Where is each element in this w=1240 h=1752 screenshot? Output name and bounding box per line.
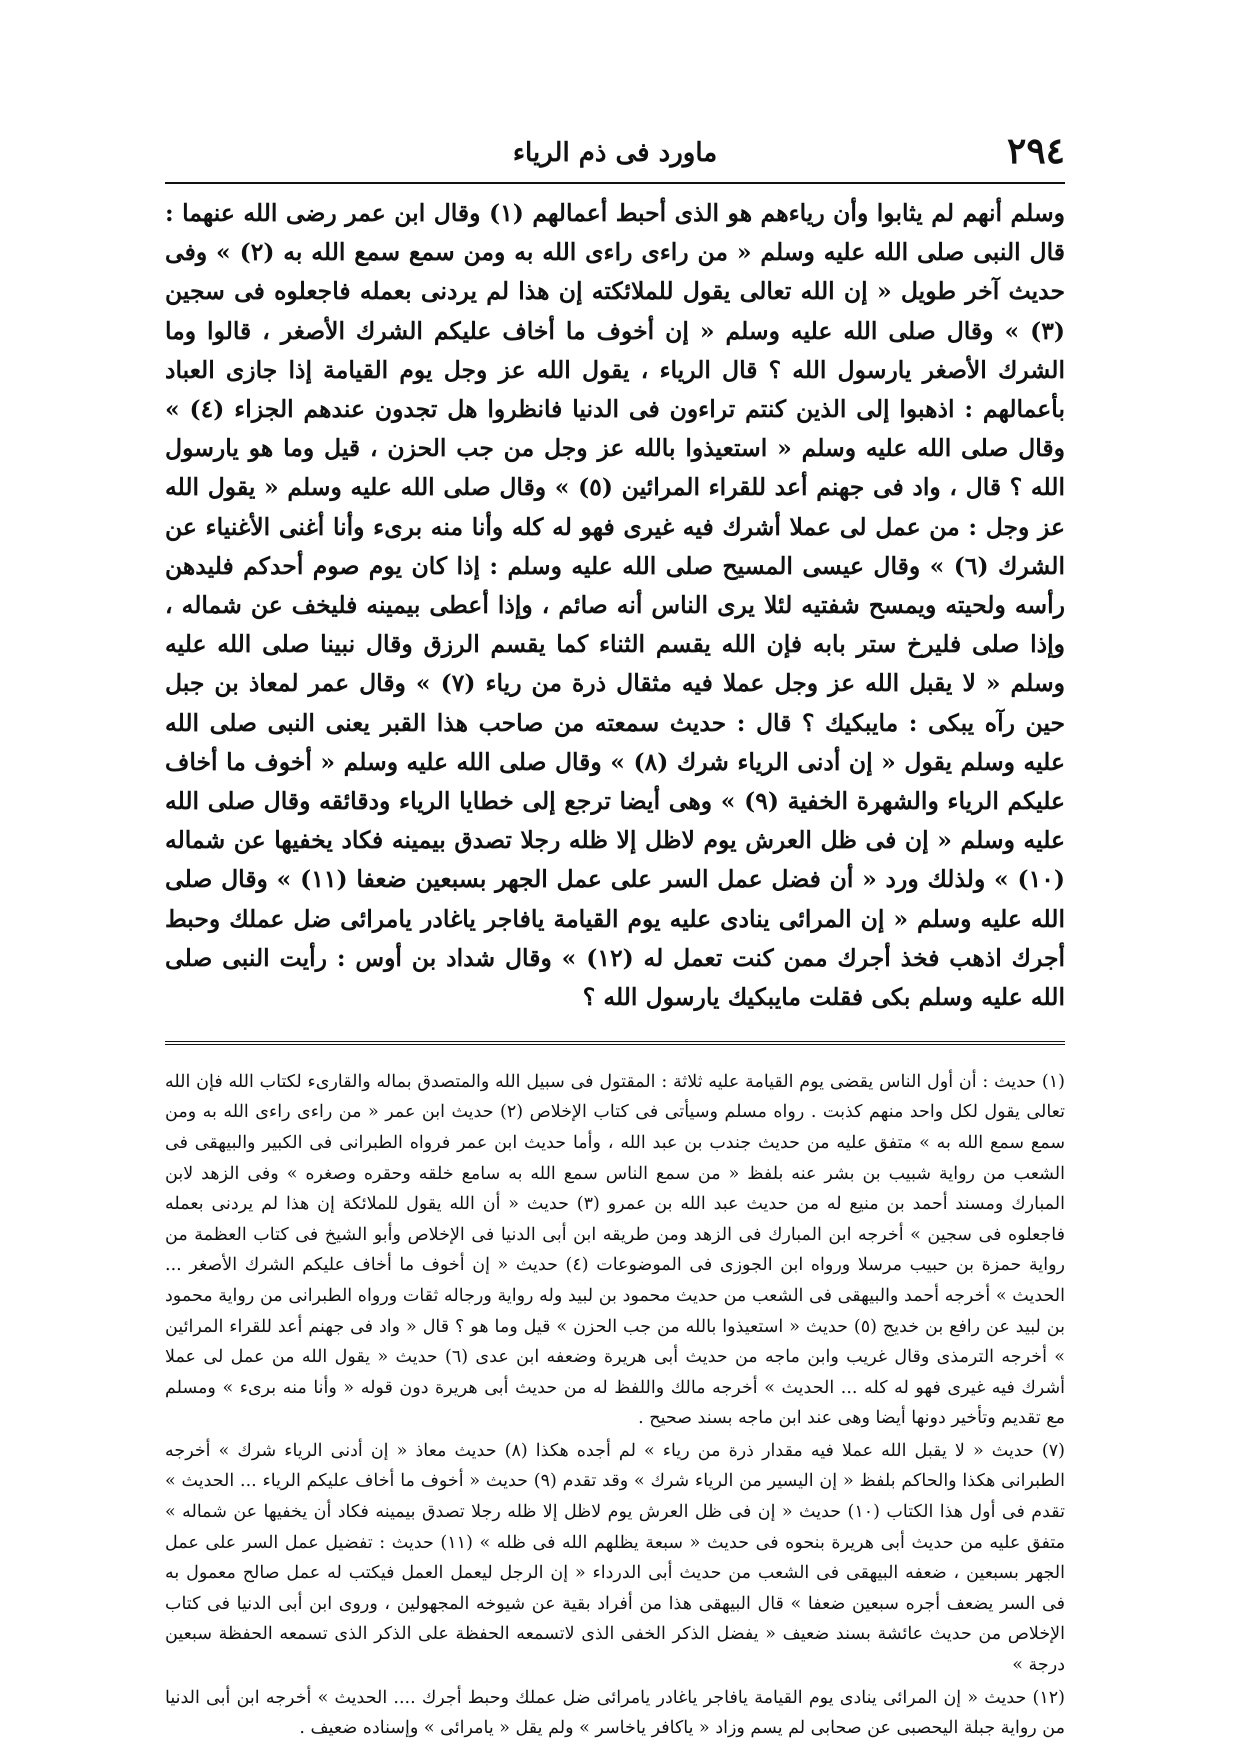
footnote-block: (١٢) حديث « إن المرائى ينادى يوم القيامة يافاجر ياغادر يامرائى ضل عملك وحبط أجرك .... الحديث » أخرجه ابن أبى الدنيا من رواية جبلة اليحصبى عن صحابى لم يسم وزاد « ياكافر ياخاسر » ولم يقل « يامرائى » وإسناده ضعيف . — [165, 1687, 1065, 1739]
book-page — [165, 118, 1065, 1744]
footnotes — [165, 1067, 1065, 1744]
running-header — [165, 118, 1065, 184]
main-text: وسلم أنهم لم يثابوا وأن رياءهم هو الذى أحبط أعمالهم (١) وقال ابن عمر رضى الله عنهما : قال النبى صلى الله عليه وسلم « من راءى راءى الله به ومن سمع سمع الله به (٢) » وفى حديث آخر طويل « إن الله تعالى يقول للملائكته إن هذا لم يردنى بعمله فاجعلوه فى سجين (٣) » وقال صلى الله عليه وسلم « إن أخوف ما أخاف عليكم الشرك الأصغر ، قالوا وما الشرك الأصغر يارسول الله ؟ قال الرياء ، يقول الله عز وجل يوم القيامة إذا جازى العباد بأعمالهم : اذهبوا إلى الذين كنتم تراءون فى الدنيا فانظروا هل تجدون عندهم الجزاء (٤) » وقال صلى الله عليه وسلم « استعيذوا بالله عز وجل من جب الحزن ، قيل وما هو يارسول الله ؟ قال ، واد فى جهنم أعد للقراء المرائين (٥) » وقال صلى الله عليه وسلم « يقول الله عز وجل : من عمل لى عملا أشرك فيه غيرى فهو له كله وأنا منه برىء وأنا أغنى الأغنياء عن الشرك (٦) » وقال عيسى المسيح صلى الله عليه وسلم : إذا كان يوم صوم أحدكم فليدهن رأسه ولحيته ويمسح شفتيه لئلا يرى الناس أنه صائم ، وإذا أعطى بيمينه فليخف عن شماله ، وإذا صلى فليرخ ستر بابه فإن الله يقسم الثناء كما يقسم الرزق وقال نبينا صلى الله عليه وسلم « لا يقبل الله عز وجل عملا فيه مثقال ذرة من رياء (٧) » وقال عمر لمعاذ بن جبل حين رآه يبكى : مايبكيك ؟ قال : حديث سمعته من صاحب هذا القبر يعنى النبى صلى الله عليه وسلم يقول « إن أدنى الرياء شرك (٨) » وقال صلى الله عليه وسلم « أخوف ما أخاف عليكم الرياء والشهرة الخفية (٩) » وهى أيضا ترجع إلى خطايا الرياء ودقائقه وقال صلى الله عليه وسلم « إن فى ظل العرش يوم لاظل إلا ظله رجلا تصدق بيمينه فكاد يخفيها عن شماله (١٠) » ولذلك ورد « أن فضل عمل السر على عمل الجهر بسبعين ضعفا (١١) » وقال صلى الله عليه وسلم « إن المرائى ينادى عليه يوم القيامة يافاجر ياغادر يامرائى ضل عملك وحبط أجرك اذهب فخذ أجرك ممن كنت تعمل له (١٢) » وقال شداد بن أوس : رأيت النبى صلى الله عليه وسلم بكى فقلت مايبكيك يارسول الله ؟ — [165, 199, 1066, 1012]
page-number: ٢٩٤ — [1006, 130, 1065, 172]
footnote-block: (٧) حديث « لا يقبل الله عملا فيه مقدار ذرة من رياء » لم أجده هكذا (٨) حديث معاذ « إن أدنى الرياء شرك » أخرجه الطبرانى هكذا والحاكم بلفظ « إن اليسير من الرياء شرك » وقد تقدم (٩) حديث « أخوف ما أخاف عليكم الرياء ... الحديث » تقدم فى أول هذا الكتاب (١٠) حديث « إن فى ظل العرش يوم لاظل إلا ظله رجلا تصدق بيمينه فكاد أن يخفيها عن شماله » متفق عليه من حديث أبى هريرة بنحوه فى حديث « سبعة يظلهم الله فى ظله » (١١) حديث : تفضيل عمل السر على عمل الجهر بسبعين ، ضعفه البيهقى فى الشعب من حديث أبى الدرداء « إن الرجل ليعمل العمل فيكتب له عمل صالح معمول به فى السر يضعف أجره سبعين ضعفا » قال البيهقى هذا من أفراد بقية عن شيوخه المجهولين ، وروى ابن أبى الدنيا فى كتاب الإخلاص من حديث عائشة بسند ضعيف « يفضل الذكر الخفى الذى لاتسمعه الحفظة على الذكر الذى تسمعه الحفظة سبعين درجة » — [165, 1440, 1066, 1676]
footnote-block: (١) حديث : أن أول الناس يقضى يوم القيامة عليه ثلاثة : المقتول فى سبيل الله والمتصدق بماله والقارىء لكتاب الله فإن الله تعالى يقول لكل واحد منهم كذبت . رواه مسلم وسيأتى فى كتاب الإخلاص (٢) حديث ابن عمر « من راءى راءى الله به ومن سمع سمع الله به » متفق عليه من حديث جندب بن عبد الله ، وأما حديث ابن عمر فرواه الطبرانى فى الكبير والبيهقى فى الشعب من رواية شبيب بن بشر عنه بلفظ « من سمع الناس سمع الله به سامع خلقه وحقره وصغره » وفى الزهد لابن المبارك ومسند أحمد بن منيع له من حديث عبد الله بن عمرو (٣) حديث « أن الله يقول للملائكة إن هذا لم يردنى بعمله فاجعلوه فى سجين » أخرجه ابن المبارك فى الزهد ومن طريقه ابن أبى الدنيا فى الإخلاص وأبو الشيخ فى كتاب العظمة من رواية حمزة بن حبيب مرسلا ورواه ابن الجوزى فى الموضوعات (٤) حديث « إن أخوف ما أخاف عليكم الشرك الأصغر ... الحديث » أخرجه أحمد والبيهقى فى الشعب من حديث محمود بن لبيد وله رواية ورجاله ثقات ورواه الطبرانى من رواية محمود بن لبيد عن رافع بن خديج (٥) حديث « استعيذوا بالله من جب الحزن » قيل وما هو ؟ قال « واد فى جهنم أعد للقراء المرائين » أخرجه الترمذى وقال غريب وابن ماجه من حديث أبى هريرة وضعفه ابن عدى (٦) حديث « يقول الله من عمل لى عملا أشرك فيه غيرى فهو له كله ... الحديث » أخرجه مالك واللفظ له من حديث أبى هريرة دون قوله « وأنا منه برىء » ومسلم مع تقديم وتأخير دونها أيضا وهى عند ابن ماجه بسند صحيح . — [165, 1071, 1066, 1429]
page-title: ماورد فى ذم الرياء — [512, 138, 718, 168]
header-rule — [165, 182, 1065, 184]
footnote-separator — [165, 1041, 1065, 1045]
